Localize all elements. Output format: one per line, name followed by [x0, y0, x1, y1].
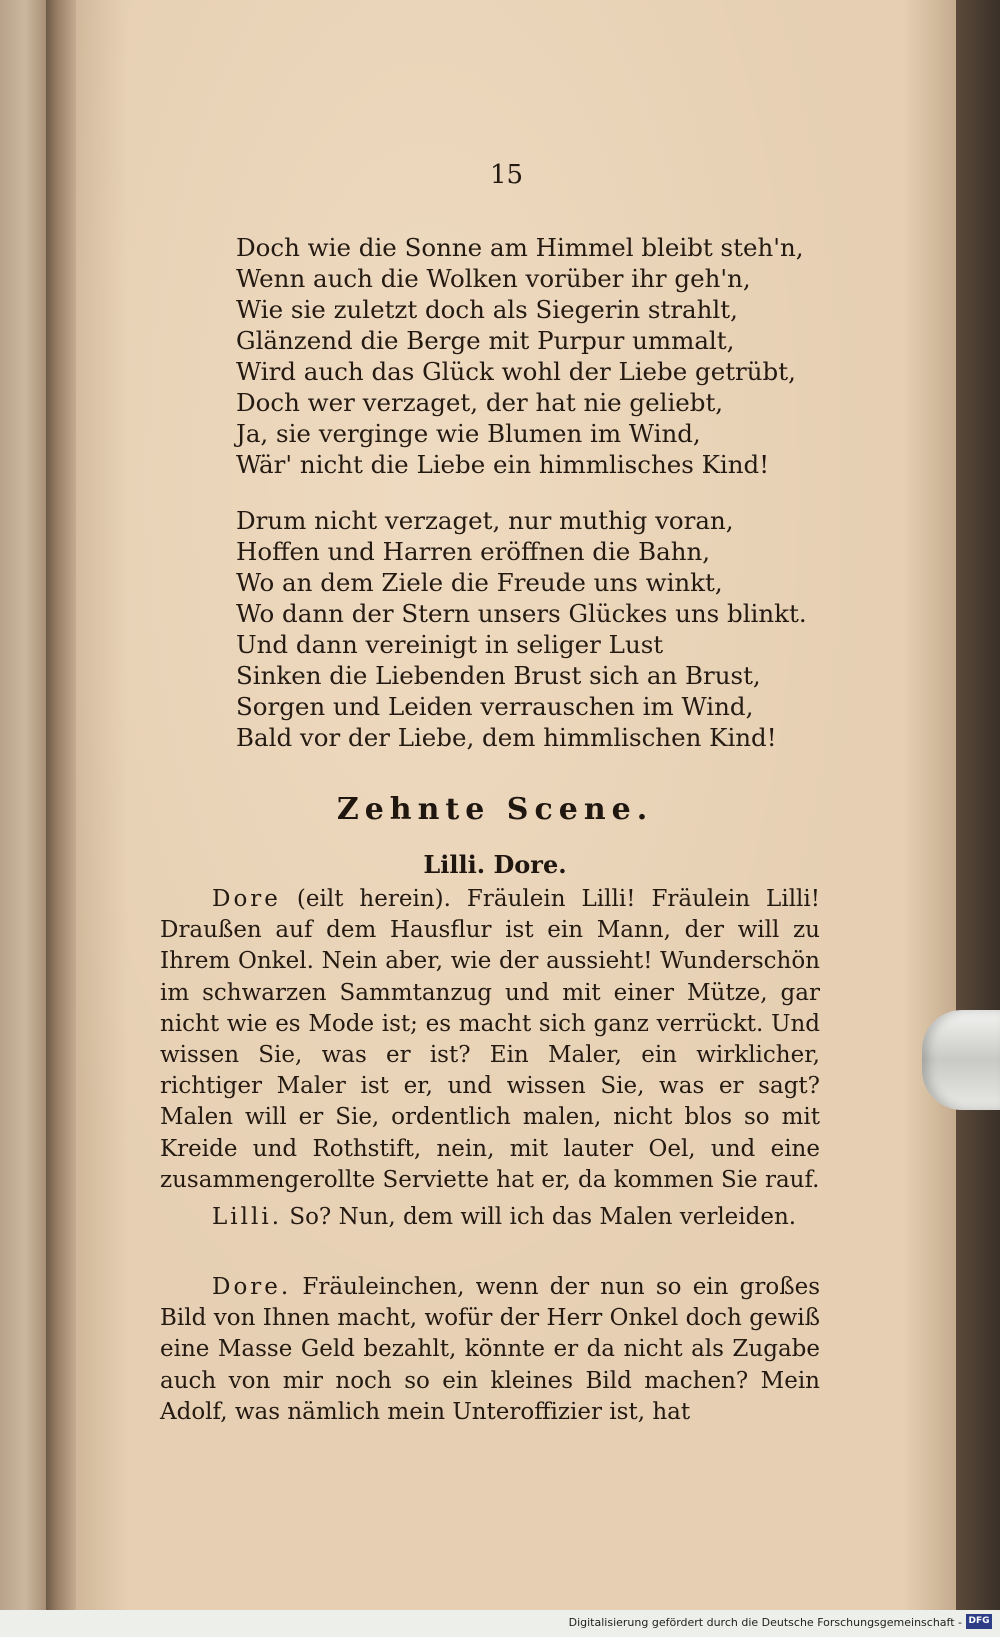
verse-stanza-2	[236, 505, 836, 753]
verse-line: Und dann vereinigt in seliger Lust	[236, 630, 664, 659]
dialogue-paragraph	[160, 884, 820, 1196]
verse-stanza-1	[236, 232, 836, 480]
dialogue-text: Fräuleinchen, wenn der nun so ein großes Bild von Ihnen macht, wofür der Herr Onkel doch gewiß eine Masse Geld bezahlt, könnte er da nicht als Zugabe auch von mir noch so ein kleines Bild machen? Mein Adolf, was nämlich mein Unteroffizier ist, hat	[160, 1274, 820, 1425]
page-number: 15	[490, 160, 524, 190]
verse-line: Doch wie die Sonne am Himmel bleibt steh'n,	[236, 233, 804, 262]
verse-line: Doch wer verzaget, der hat nie geliebt,	[236, 388, 724, 417]
scene-heading: Zehnte Scene.	[336, 792, 654, 827]
verse-line: Wie sie zuletzt doch als Siegerin strahlt,	[236, 295, 738, 324]
verse-line: Wär' nicht die Liebe ein himmlisches Kind!	[236, 450, 770, 479]
verse-line: Wird auch das Glück wohl der Liebe getrübt,	[236, 357, 796, 386]
dfg-logo: DFG	[966, 1614, 992, 1629]
scene-characters: Lilli. Dore.	[423, 850, 567, 879]
left-page-edge	[0, 0, 46, 1610]
dialogue-paragraph	[160, 1272, 820, 1428]
dialogue-text: (eilt herein). Fräulein Lilli! Fräulein Lilli! Draußen auf dem Hausflur ist ein Mann, der will zu Ihrem Onkel. Nein aber, wie der aussieht! Wunderschön im schwarzen Sammtanzug und mit einer Mütze, gar nicht wie es Mode ist; es macht sich ganz verrückt. Und wissen Sie, was er ist? Ein Maler, ein wirklicher, richtiger Maler ist er, und wissen Sie, was er sagt? Malen will er Sie, ordentlich malen, nicht blos so mit Kreide und Rothstift, nein, mit lauter Oel, und eine zusammengerollte Serviette hat er, da kommen Sie rauf.	[160, 886, 820, 1193]
dialogue-paragraph	[160, 1202, 820, 1233]
speaker-name: Dore	[212, 886, 281, 912]
speaker-name: Lilli.	[212, 1204, 283, 1230]
verse-line: Wenn auch die Wolken vorüber ihr geh'n,	[236, 264, 751, 293]
verse-line: Hoffen und Harren eröffnen die Bahn,	[236, 537, 711, 566]
page-clip	[922, 1010, 1000, 1110]
verse-line: Ja, sie verginge wie Blumen im Wind,	[236, 419, 701, 448]
verse-line: Sinken die Liebenden Brust sich an Brust,	[236, 661, 761, 690]
verse-line: Glänzend die Berge mit Purpur ummalt,	[236, 326, 735, 355]
right-page-edge	[956, 0, 1000, 1610]
verse-line: Sorgen und Leiden verrauschen im Wind,	[236, 692, 754, 721]
footer-credit: Digitalisierung gefördert durch die Deutsche Forschungsgemeinschaft -	[568, 1616, 962, 1629]
speaker-name: Dore.	[212, 1274, 292, 1300]
verse-line: Bald vor der Liebe, dem himmlischen Kind!	[236, 723, 777, 752]
verse-line: Drum nicht verzaget, nur muthig voran,	[236, 506, 734, 535]
verse-line: Wo an dem Ziele die Freude uns winkt,	[236, 568, 723, 597]
dialogue-text: So? Nun, dem will ich das Malen verleiden.	[282, 1204, 797, 1230]
book-gutter	[46, 0, 76, 1610]
verse-line: Wo dann der Stern unsers Glückes uns blinkt.	[236, 599, 807, 628]
